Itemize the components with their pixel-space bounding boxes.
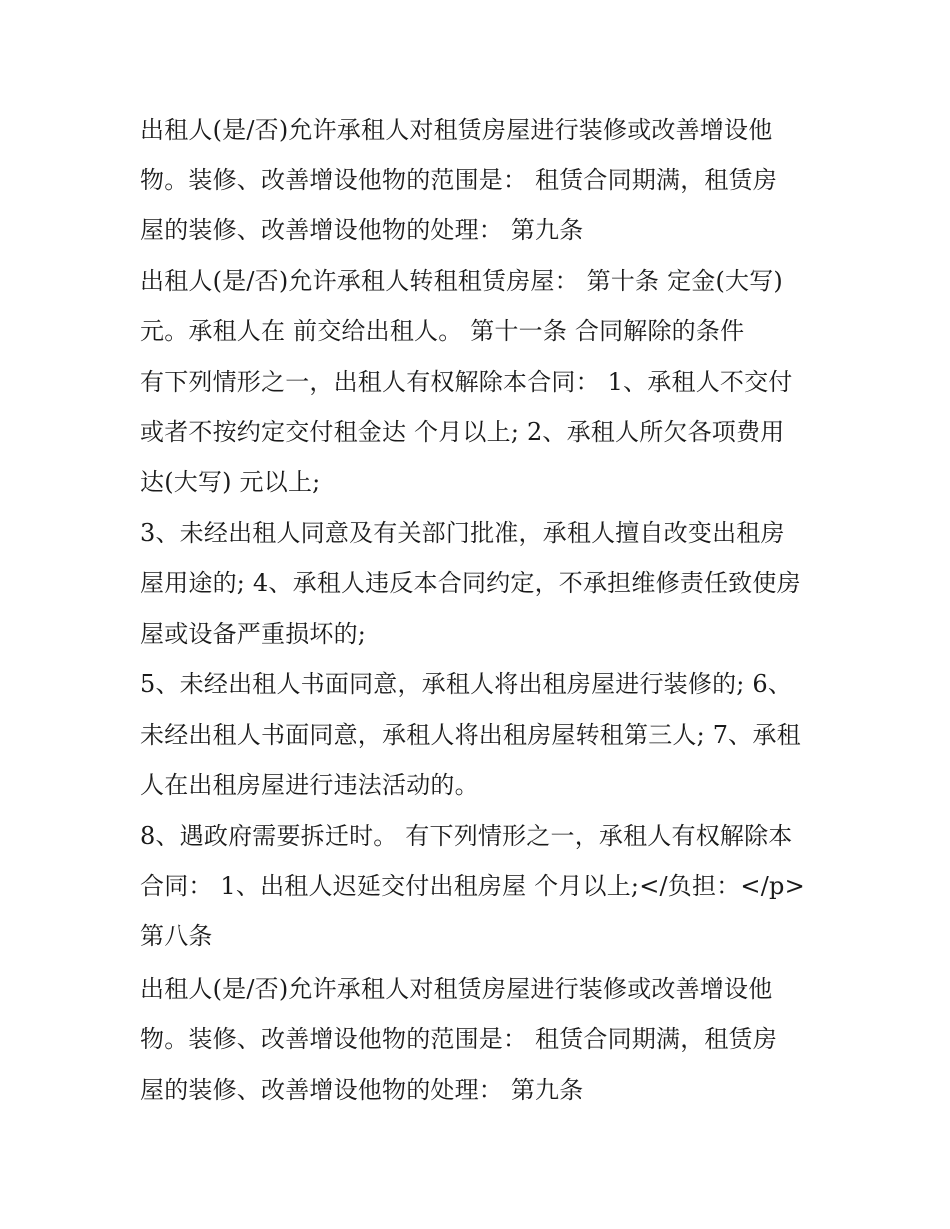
text-line: 出租人(是/否)允许承租人转租租赁房屋： 第十条 定金(大写) bbox=[140, 267, 783, 295]
text-line: 出租人(是/否)允许承租人对租赁房屋进行装修或改善增设他 bbox=[140, 116, 773, 144]
text-line: 物。装修、改善增设他物的范围是： 租赁合同期满，租赁房 bbox=[140, 1025, 778, 1053]
text-line: 达(大写) 元以上; bbox=[140, 468, 321, 496]
text-line: 3、未经出租人同意及有关部门批准，承租人擅自改变出租房 bbox=[140, 519, 785, 547]
text-line: 未经出租人书面同意，承租人将出租房屋转租第三人; 7、承租 bbox=[140, 721, 801, 749]
text-line: 8、遇政府需要拆迁时。 有下列情形之一，承租人有权解除本 bbox=[140, 822, 793, 850]
text-line: 5、未经出租人书面同意，承租人将出租房屋进行装修的; 6、 bbox=[140, 670, 793, 698]
text-line: 有下列情形之一，出租人有权解除本合同： 1、承租人不交付 bbox=[140, 368, 793, 396]
text-line: 人在出租房屋进行违法活动的。 bbox=[140, 771, 479, 799]
text-line: 屋的装修、改善增设他物的处理： 第九条 bbox=[140, 216, 584, 244]
text-line: 或者不按约定交付租金达 个月以上; 2、承租人所欠各项费用 bbox=[140, 418, 785, 446]
text-line: 屋用途的; 4、承租人违反本合同约定，不承担维修责任致使房 bbox=[140, 569, 801, 597]
text-line: 第八条 bbox=[140, 922, 213, 950]
text-line: 物。装修、改善增设他物的范围是： 租赁合同期满，租赁房 bbox=[140, 166, 778, 194]
text-line: 屋的装修、改善增设他物的处理： 第九条 bbox=[140, 1076, 584, 1104]
text-line: 屋或设备严重损坏的; bbox=[140, 620, 367, 648]
text-line: 出租人(是/否)允许承租人对租赁房屋进行装修或改善增设他 bbox=[140, 975, 773, 1003]
text-line: 元。承租人在 前交给出租人。 第十一条 合同解除的条件 bbox=[140, 317, 745, 345]
text-line: 合同： 1、出租人迟延交付出租房屋 个月以上;</负担：</p> bbox=[140, 872, 805, 900]
